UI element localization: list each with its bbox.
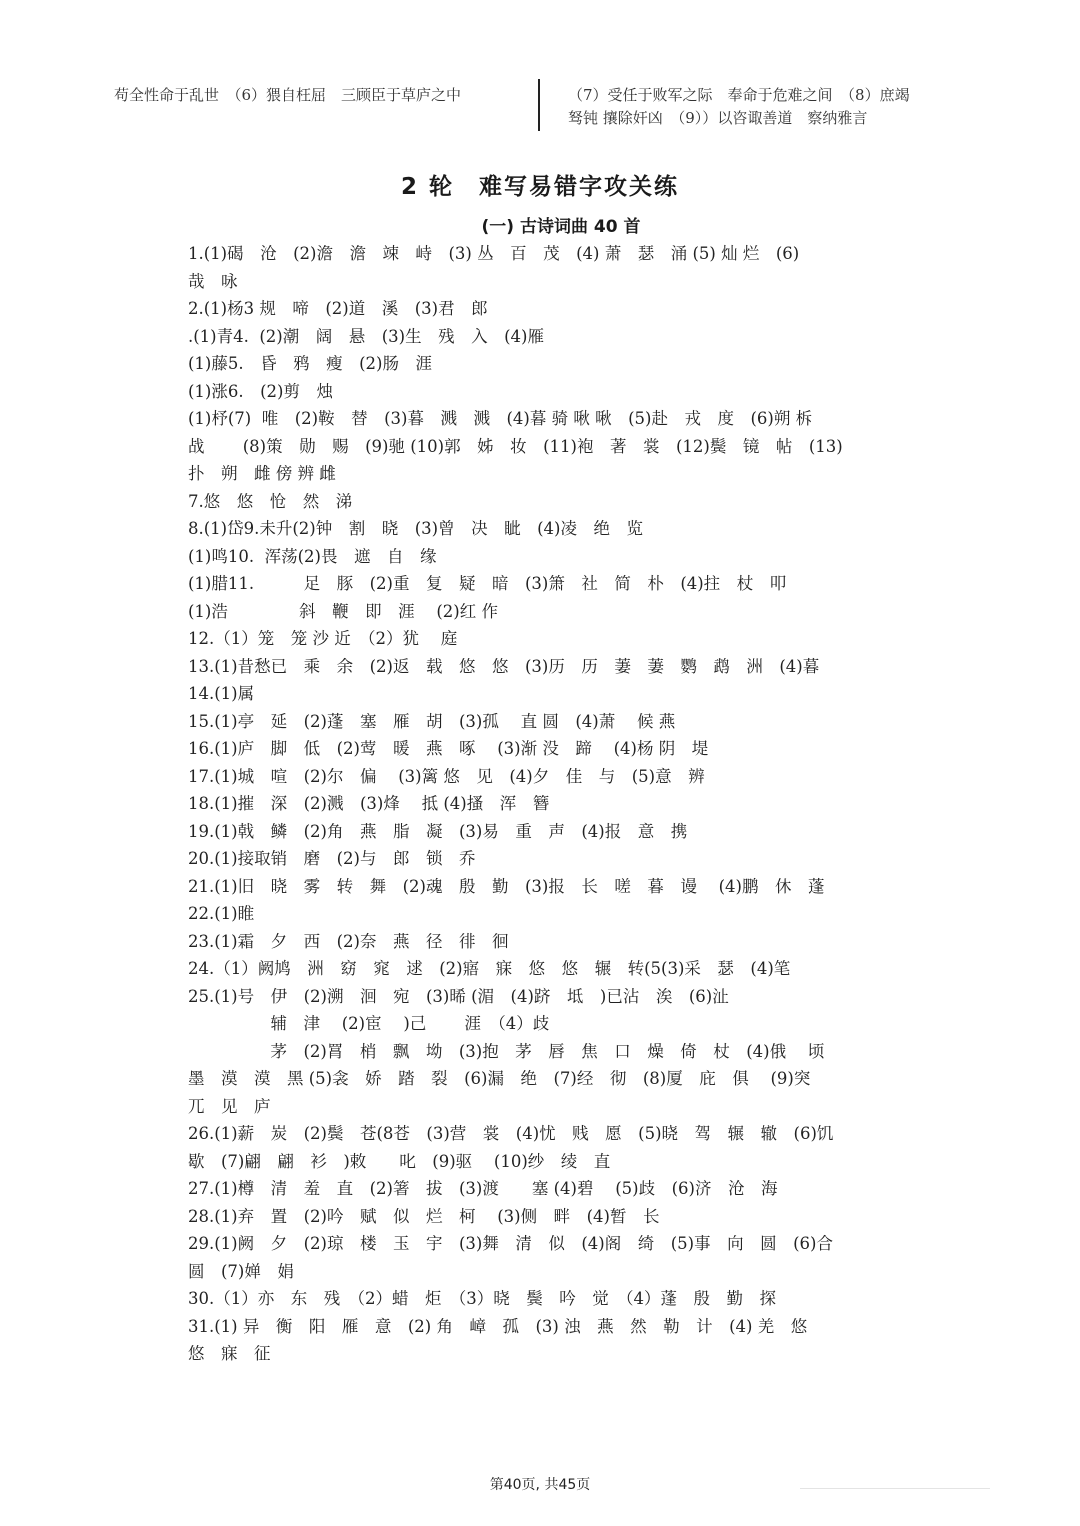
previous-answer-right-line-1: （7）受任于败军之际 奉命于危难之间 （8）庶竭 (568, 86, 910, 104)
answer-line: (1)杼(7) 唯 (2)鞍 替 (3)暮 溅 溅 (4)暮 骑 啾 啾 (5)赴 戎 度 (6)朔 柝 (188, 409, 813, 428)
answer-line: 17.(1)城 喧 (2)尔 偏 (3)篱 悠 见 (4)夕 佳 与 (5)意 辨 (188, 766, 705, 786)
answer-line: (1)藤5. 昏 鸦 瘦 (2)肠 涯 (188, 354, 432, 373)
answer-line: 14.(1)属 (188, 684, 255, 703)
answer-line: 28.(1)弃 置 (2)吟 赋 似 烂 柯 (3)侧 畔 (4)暂 长 (188, 1206, 660, 1226)
answer-line: 27.(1)樽 清 羞 直 (2)箸 拔 (3)渡 塞 (4)碧 (5)歧 (6)济 沧 海 (188, 1179, 778, 1198)
answer-line: 圆 (7)婵 娟 (188, 1261, 294, 1281)
previous-answer-right-line-2: 驽钝 攘除奸凶 （9））以咨诹善道 察纳雅言 (568, 109, 868, 127)
answer-line: 25.(1)号 伊 (2)溯 洄 宛 (3)晞 (湄 (4)跻 坻 )已沾 涘 (6)沚 (188, 986, 729, 1006)
answer-line: 19.(1)戟 鳞 (2)角 燕 脂 凝 (3)易 重 声 (4)报 意 携 (188, 821, 688, 841)
answer-line: 兀 见 庐 (188, 1096, 271, 1116)
answer-line: 22.(1)睢 (188, 904, 255, 923)
answer-line: (1)腊11. 足 豚 (2)重 复 疑 暗 (3)箫 社 简 朴 (4)拄 杖 叩 (188, 574, 787, 593)
answer-line: 31.(1) 异 衡 阳 雁 意 (2) 角 嶂 孤 (3) 浊 燕 然 勒 计 (4) 羌 悠 (188, 1316, 808, 1336)
answer-line: 13.(1)昔愁已 乘 余 (2)返 载 悠 悠 (3)历 历 萋 萋 鹦 鹉 洲 (4)暮 (188, 656, 820, 676)
answer-line: 21.(1)旧 晓 雾 转 舞 (2)魂 殷 勤 (3)报 长 嗟 暮 谩 (4)鹏 休 蓬 (188, 876, 825, 896)
answer-line: 8.(1)岱9.未升(2)钟 割 晓 (3)曾 决 眦 (4)凌 绝 览 (188, 519, 643, 538)
answer-line: 7.悠 悠 怆 然 涕 (188, 491, 353, 511)
answer-line: 23.(1)霜 夕 西 (2)奈 燕 径 徘 徊 (188, 931, 509, 951)
answer-line: 悠 寐 征 (188, 1344, 271, 1363)
answer-line: 茅 (2)罥 梢 飘 坳 (3)抱 茅 唇 焦 口 燥 倚 杖 (4)俄 顷 (188, 1041, 825, 1061)
answer-list (188, 240, 938, 1368)
column-divider (538, 79, 540, 131)
answer-line: 20.(1)接取销 磨 (2)与 郎 锁 乔 (188, 849, 476, 868)
section-subtitle: (一) 古诗词曲 40 首 (481, 217, 641, 237)
answer-line: (1)浩 斜 鞭 即 涯 (2)红 作 (188, 601, 498, 621)
page-number: 第40页, 共45页 (489, 1477, 591, 1493)
answer-line: 26.(1)薪 炭 (2)鬓 苍(8苍 (3)营 裳 (4)忧 贱 愿 (5)晓 驾 辗 辙 (6)饥 (188, 1124, 834, 1143)
previous-answer-continuation-right (568, 84, 910, 130)
answer-line: 哉 咏 (188, 271, 238, 291)
previous-answer-continuation-left: 苟全性命于乱世 （6）猥自枉屈 三顾臣于草庐之中 (114, 86, 462, 104)
answer-line: 歇 (7)翩 翩 衫 )敕 叱 (9)驱 (10)纱 绫 直 (188, 1151, 611, 1171)
answer-line: 24.（1）阙鸠 洲 窈 窕 逑 (2)寤 寐 悠 悠 辗 转(5(3)采 瑟 (4)笔 (188, 959, 791, 978)
answer-line: 扑 朔 雌 傍 辨 雌 (188, 464, 336, 483)
answer-line: 战 (8)策 勋 赐 (9)驰 (10)郭 姊 妆 (11)袍 著 裳 (12)鬓 镜 帖 (13) (188, 436, 843, 456)
answer-line: 30.（1）亦 东 残 （2）蜡 炬 （3）晓 鬓 吟 觉 （4）蓬 殷 勤 探 (188, 1289, 776, 1308)
answer-line: (1)涨6. (2)剪 烛 (188, 381, 333, 401)
answer-line: 2.(1)杨3 规 啼 (2)道 溪 (3)君 郎 (188, 299, 488, 318)
footer-rule (800, 1488, 990, 1489)
answer-line: 辅 津 (2)宦 )己 涯 （4）歧 (188, 1014, 550, 1033)
answer-line: 12.（1）笼 笼 沙 近 （2）犹 庭 (188, 629, 458, 648)
answer-line: 15.(1)亭 延 (2)蓬 塞 雁 胡 (3)孤 直 圆 (4)萧 候 燕 (188, 711, 676, 731)
answer-line: .(1)青4. (2)潮 阔 悬 (3)生 残 入 (4)雁 (188, 326, 544, 346)
answer-line: 16.(1)庐 脚 低 (2)莺 暖 燕 啄 (3)渐 没 蹄 (4)杨 阴 堤 (188, 739, 709, 758)
answer-line: 墨 漠 漠 黑 (5)衾 娇 踏 裂 (6)漏 绝 (7)经 彻 (8)厦 庇 俱 (9)突 (188, 1069, 811, 1088)
section-title: 2 轮 难写易错字攻关练 (400, 174, 679, 200)
answer-line: 18.(1)摧 深 (2)溅 (3)烽 抵 (4)搔 浑 簪 (188, 794, 550, 813)
answer-line: (1)鸣10. 浑荡(2)畏 遮 自 缘 (188, 546, 437, 566)
answer-line: 29.(1)阙 夕 (2)琼 楼 玉 宇 (3)舞 清 似 (4)阁 绮 (5)事 向 圆 (6)合 (188, 1234, 833, 1253)
answer-line: 1.(1)碣 沧 (2)澹 澹 竦 峙 (3) 丛 百 茂 (4) 萧 瑟 涌 (5) 灿 烂 (6) (188, 244, 800, 263)
